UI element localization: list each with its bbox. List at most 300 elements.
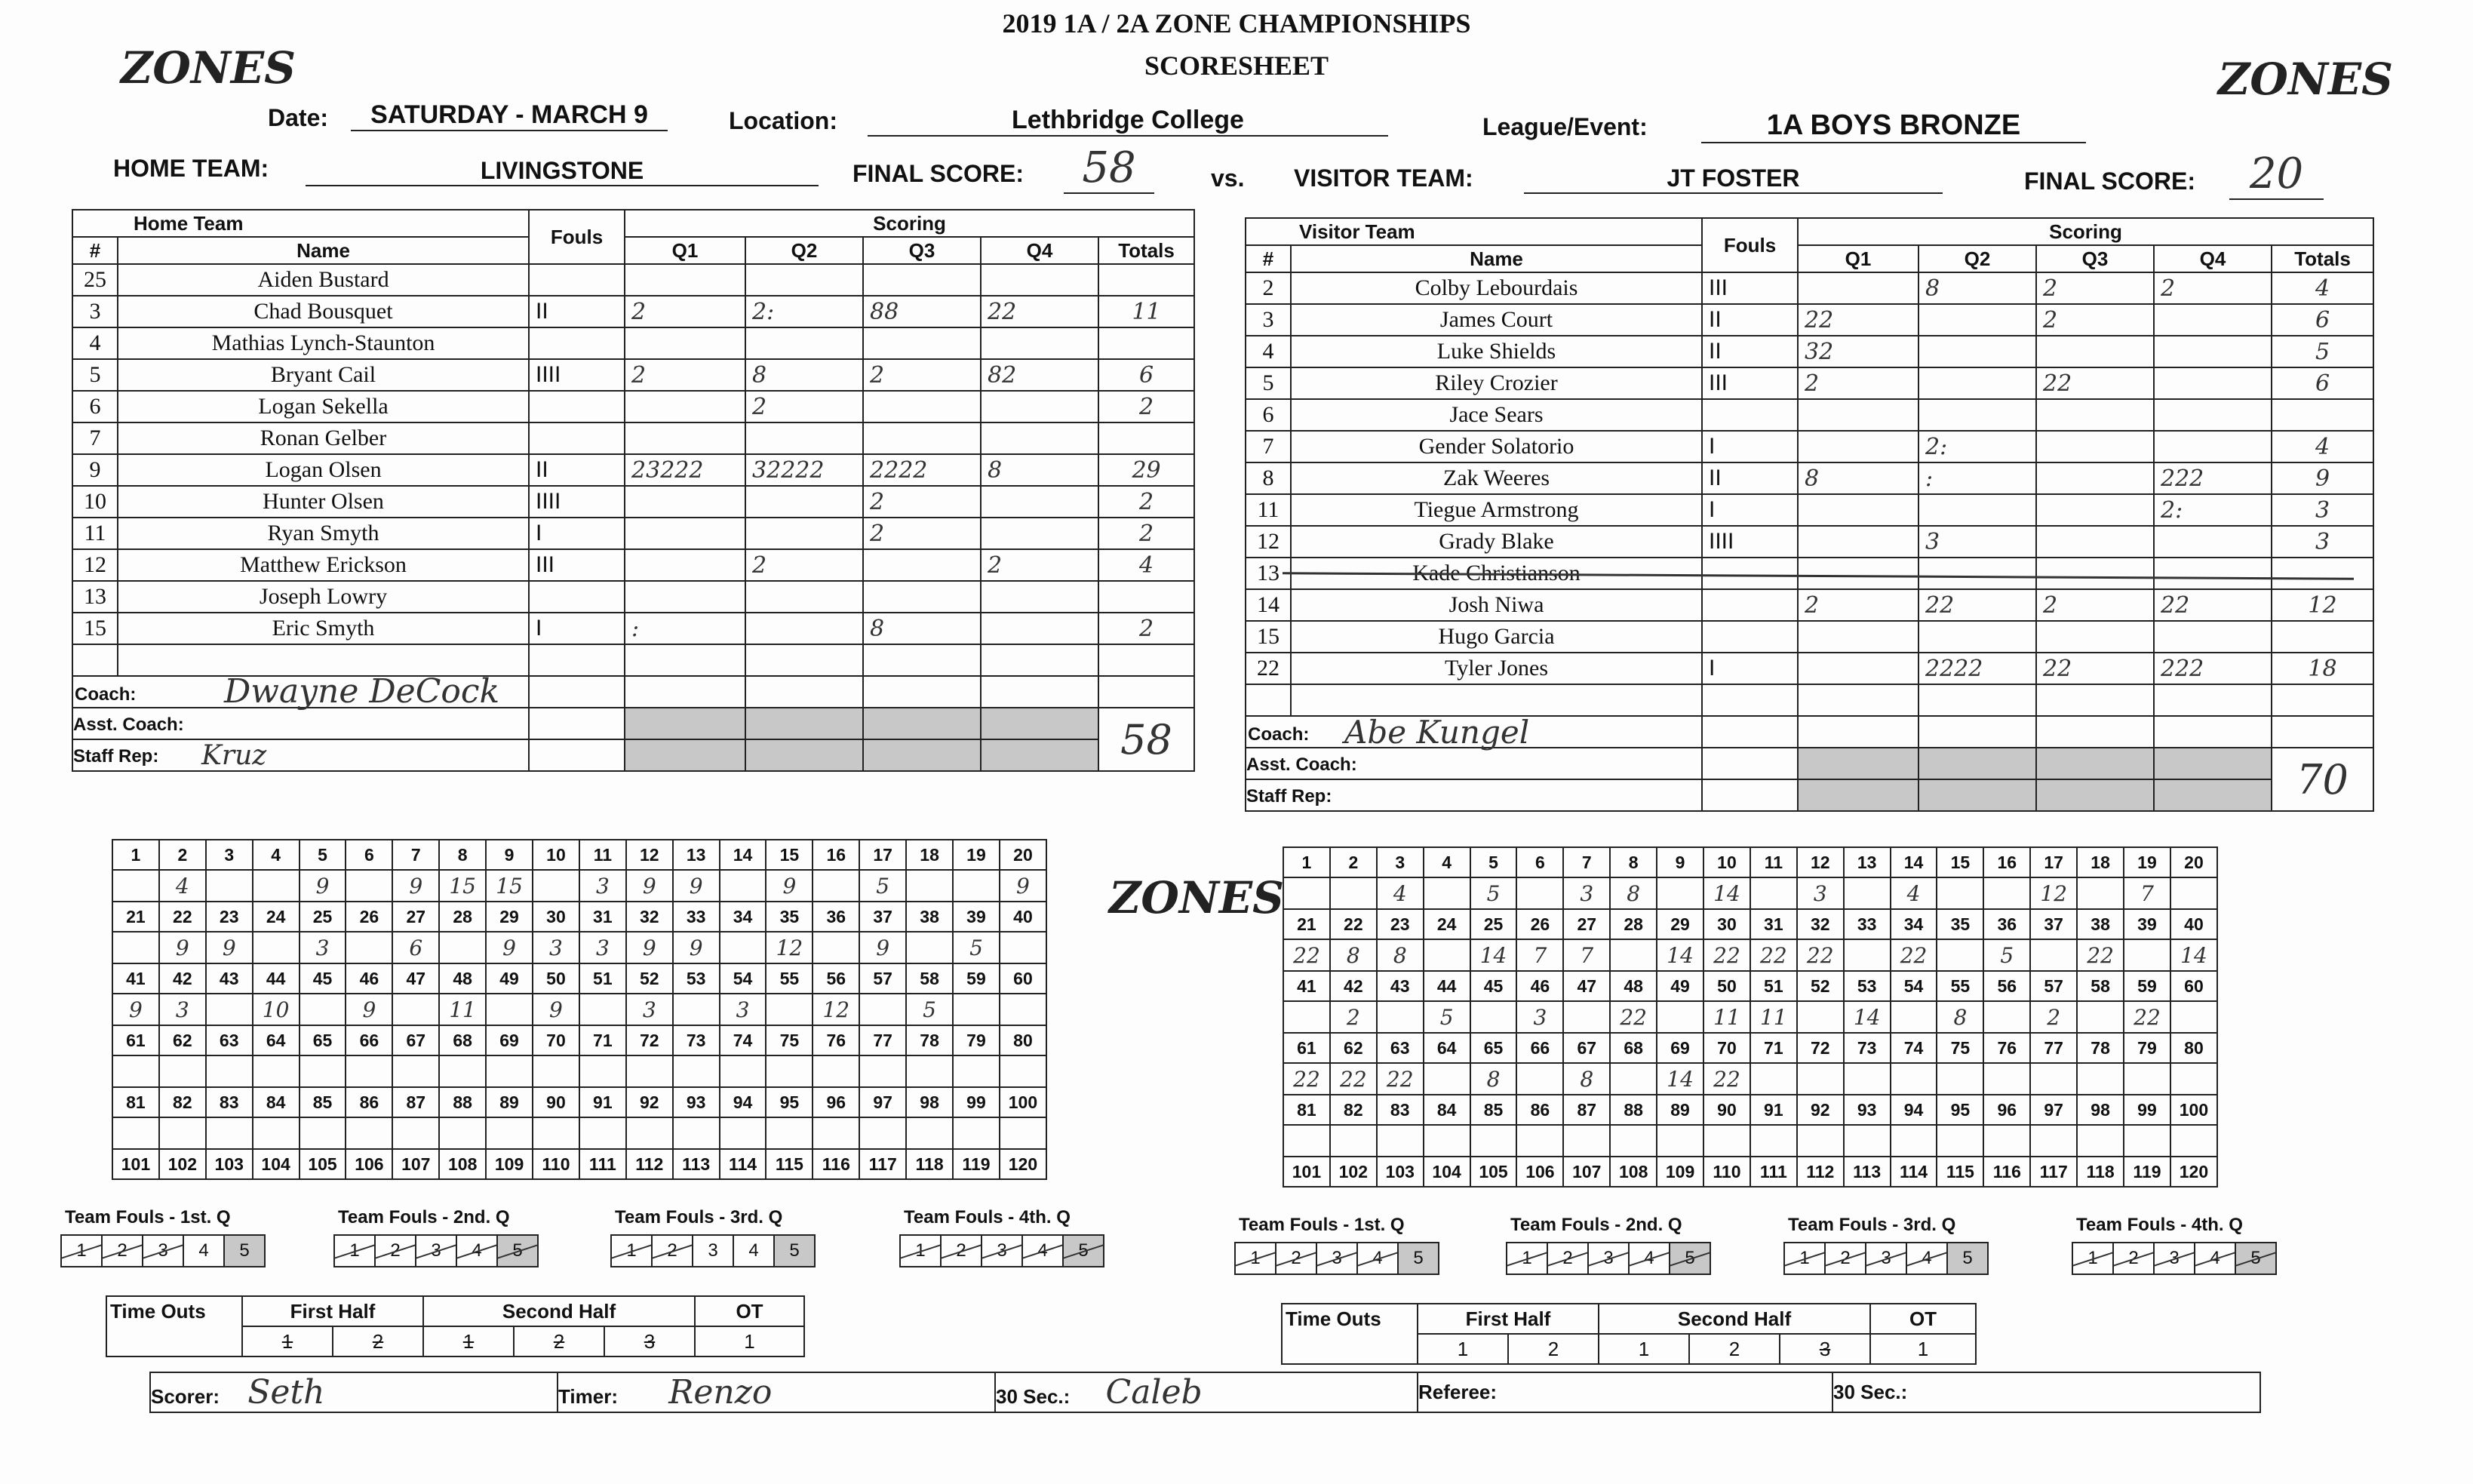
team-foul-box[interactable]: 3 [1865, 1242, 1907, 1275]
player-row [72, 613, 1194, 644]
team-foul-box[interactable]: 2 [940, 1234, 982, 1267]
team-foul-box[interactable]: 4 [1906, 1242, 1948, 1275]
running-score-mark[interactable] [859, 1117, 906, 1149]
player-q3: 2 [863, 518, 981, 549]
running-score-mark[interactable] [720, 932, 766, 963]
running-score-mark[interactable] [813, 932, 859, 963]
running-score-mark[interactable]: 9 [859, 932, 906, 963]
running-score-mark[interactable] [1610, 1125, 1657, 1157]
running-score-mark[interactable] [439, 932, 486, 963]
running-score-mark[interactable]: 8 [1937, 1001, 1983, 1033]
running-score-number: 100 [1000, 1087, 1046, 1117]
running-score-number: 28 [439, 902, 486, 932]
running-score-mark[interactable] [953, 1117, 1000, 1149]
running-score-mark[interactable]: 14 [1657, 939, 1703, 971]
running-score-mark[interactable] [1937, 1063, 1983, 1095]
player-name: Josh Niwa [1291, 589, 1702, 621]
running-score-mark[interactable] [1377, 1125, 1424, 1157]
running-score-mark[interactable] [859, 1055, 906, 1087]
running-score-mark[interactable] [953, 870, 1000, 902]
running-score-mark[interactable] [1424, 877, 1470, 909]
running-score-mark[interactable] [1797, 1125, 1844, 1157]
running-score-mark[interactable] [2124, 1063, 2170, 1095]
running-score-mark[interactable] [813, 1117, 859, 1149]
running-score-mark[interactable] [859, 994, 906, 1025]
team-foul-box[interactable]: 3 [692, 1234, 734, 1267]
team-foul-box[interactable]: 5 [496, 1234, 539, 1267]
running-score-mark[interactable] [392, 1055, 439, 1087]
running-score-mark[interactable]: 22 [1703, 939, 1750, 971]
running-score-mark[interactable] [346, 932, 392, 963]
running-score-mark[interactable] [2077, 1001, 2124, 1033]
running-score-mark[interactable] [533, 1117, 579, 1149]
running-score-mark[interactable]: 22 [1750, 939, 1797, 971]
running-score-mark[interactable] [1516, 1063, 1563, 1095]
running-score-mark[interactable] [1516, 877, 1563, 909]
running-score-mark[interactable]: 8 [1563, 1063, 1610, 1095]
team-foul-box[interactable]: 1 [610, 1234, 653, 1267]
team-foul-box[interactable]: 1 [1234, 1242, 1276, 1275]
running-score-mark[interactable] [2030, 939, 2077, 971]
running-score-mark[interactable] [300, 1117, 346, 1149]
running-score-mark[interactable] [253, 1055, 300, 1087]
running-score-mark[interactable] [1330, 1125, 1377, 1157]
scorer-value: Seth [247, 1373, 325, 1412]
home-timeout-sh-2[interactable]: 2 [514, 1326, 604, 1356]
player-name: Colby Lebourdais [1291, 272, 1702, 304]
team-foul-box[interactable]: 3 [1316, 1242, 1358, 1275]
home-timeout-fh-2[interactable]: 2 [333, 1326, 423, 1356]
running-score-mark[interactable] [206, 870, 253, 902]
team-foul-box[interactable]: 2 [101, 1234, 143, 1267]
running-score-mark[interactable] [253, 932, 300, 963]
running-score-mark[interactable]: 22 [1891, 939, 1937, 971]
running-score-mark[interactable]: 3 [159, 994, 206, 1025]
running-score-mark[interactable]: 9 [626, 870, 673, 902]
running-score-mark[interactable]: 15 [439, 870, 486, 902]
visitor-timeout-sh-3[interactable]: 3 [1780, 1334, 1870, 1364]
running-score-mark[interactable] [673, 994, 720, 1025]
team-foul-box[interactable]: 1 [1506, 1242, 1548, 1275]
running-score-mark[interactable]: 9 [159, 932, 206, 963]
running-score-mark[interactable]: 3 [1797, 877, 1844, 909]
home-timeout-sh-1[interactable]: 1 [423, 1326, 514, 1356]
player-number: 7 [72, 422, 118, 454]
running-score-mark[interactable] [1283, 1001, 1330, 1033]
running-score-mark[interactable] [346, 1055, 392, 1087]
player-q1: 32 [1798, 336, 1918, 367]
player-q1 [625, 518, 745, 549]
running-score-mark[interactable]: 9 [1000, 870, 1046, 902]
player-q4 [2154, 367, 2272, 399]
running-score-mark[interactable]: 12 [2030, 877, 2077, 909]
team-fouls-boxes [1783, 1242, 1987, 1275]
running-score-mark[interactable] [766, 1117, 813, 1149]
running-score-mark[interactable] [1610, 1063, 1657, 1095]
running-score-mark[interactable] [1470, 1125, 1517, 1157]
team-foul-box[interactable]: 4 [2194, 1242, 2236, 1275]
running-score-mark[interactable]: 22 [1377, 1063, 1424, 1095]
running-score-mark[interactable] [486, 1117, 533, 1149]
running-score-mark[interactable]: 12 [766, 932, 813, 963]
team-foul-box[interactable]: 2 [1275, 1242, 1317, 1275]
running-score-mark[interactable]: 10 [253, 994, 300, 1025]
player-number: 11 [1246, 494, 1291, 526]
home-timeout-ot-1[interactable]: 1 [695, 1326, 804, 1356]
visitor-timeout-fh-1[interactable]: 1 [1418, 1334, 1508, 1364]
team-foul-box[interactable]: 1 [899, 1234, 942, 1267]
running-score-mark[interactable]: 4 [1891, 877, 1937, 909]
team-foul-box[interactable]: 5 [1062, 1234, 1104, 1267]
team-foul-box[interactable]: 4 [733, 1234, 775, 1267]
running-score-mark[interactable] [1703, 1125, 1750, 1157]
running-score-mark[interactable] [953, 1055, 1000, 1087]
running-score-number: 70 [1703, 1033, 1750, 1063]
running-score-mark[interactable] [1000, 1117, 1046, 1149]
running-score-mark[interactable] [673, 1117, 720, 1149]
running-score-mark[interactable] [1983, 1063, 2030, 1095]
visitor-timeout-ot-1[interactable]: 1 [1870, 1334, 1976, 1364]
running-score-mark[interactable] [1891, 1125, 1937, 1157]
running-score-mark[interactable] [906, 1117, 953, 1149]
team-foul-box[interactable]: 2 [2112, 1242, 2155, 1275]
player-q2 [745, 613, 863, 644]
running-score-mark[interactable] [2030, 1125, 2077, 1157]
team-foul-box[interactable]: 5 [1397, 1242, 1439, 1275]
running-score-mark[interactable]: 5 [953, 932, 1000, 963]
running-score-mark[interactable] [2124, 1125, 2170, 1157]
home-timeout-fh-1[interactable]: 1 [242, 1326, 333, 1356]
running-score-mark[interactable] [579, 994, 626, 1025]
running-score-mark[interactable] [1657, 1125, 1703, 1157]
team-foul-box[interactable]: 1 [60, 1234, 103, 1267]
running-score-mark[interactable] [906, 870, 953, 902]
running-score-mark[interactable] [392, 1117, 439, 1149]
running-score-mark[interactable] [579, 1117, 626, 1149]
running-score-mark[interactable]: 9 [673, 932, 720, 963]
running-score-mark[interactable]: 14 [1657, 1063, 1703, 1095]
home-second-half-label: Second Half [423, 1296, 695, 1326]
running-score-mark[interactable] [1000, 932, 1046, 963]
running-score-mark[interactable] [1937, 939, 1983, 971]
running-score-mark[interactable]: 11 [439, 994, 486, 1025]
running-score-mark[interactable] [1750, 1063, 1797, 1095]
running-score-mark[interactable] [2170, 1125, 2217, 1157]
running-score-mark[interactable] [1424, 939, 1470, 971]
running-score-mark[interactable] [1657, 1001, 1703, 1033]
team-foul-box[interactable]: 3 [1587, 1242, 1630, 1275]
team-foul-box[interactable]: 3 [415, 1234, 457, 1267]
visitor-coach-signature: Abe Kungel [1344, 714, 1530, 751]
running-score-mark[interactable]: 9 [300, 870, 346, 902]
player-q4: 8 [981, 454, 1098, 486]
running-score-mark[interactable]: 2 [2030, 1001, 2077, 1033]
running-score-mark[interactable]: 14 [1470, 939, 1517, 971]
running-score-mark[interactable]: 3 [579, 932, 626, 963]
running-score-mark[interactable]: 9 [626, 932, 673, 963]
running-score-mark[interactable]: 3 [300, 932, 346, 963]
team-foul-box[interactable]: 5 [2235, 1242, 2277, 1275]
running-score-mark[interactable]: 7 [1563, 939, 1610, 971]
running-score-mark[interactable]: 3 [1516, 1001, 1563, 1033]
running-score-number: 56 [1983, 971, 2030, 1001]
running-score-mark[interactable]: 8 [1377, 939, 1424, 971]
running-score-mark[interactable] [253, 1117, 300, 1149]
running-score-mark[interactable] [1891, 1001, 1937, 1033]
running-score-mark[interactable]: 5 [1424, 1001, 1470, 1033]
running-score-mark[interactable] [112, 1117, 159, 1149]
player-total: 2 [1098, 613, 1194, 644]
team-foul-box[interactable]: 5 [223, 1234, 266, 1267]
team-foul-box[interactable]: 5 [1946, 1242, 1989, 1275]
player-fouls: I [529, 518, 625, 549]
running-score-number: 51 [579, 963, 626, 994]
running-score-mark[interactable] [1983, 1125, 2030, 1157]
running-score-mark[interactable]: 7 [1516, 939, 1563, 971]
running-score-mark[interactable] [2077, 877, 2124, 909]
running-score-mark[interactable] [159, 1117, 206, 1149]
running-score-mark[interactable] [1937, 877, 1983, 909]
running-score-number: 107 [1563, 1157, 1610, 1187]
running-score-mark[interactable] [392, 994, 439, 1025]
running-score-mark[interactable]: 5 [906, 994, 953, 1025]
q2-header: Q2 [745, 237, 863, 264]
running-score-mark[interactable] [112, 932, 159, 963]
running-score-mark[interactable] [813, 1055, 859, 1087]
running-score-mark[interactable] [720, 870, 766, 902]
team-foul-box[interactable]: 3 [2153, 1242, 2195, 1275]
running-score-mark[interactable]: 9 [206, 932, 253, 963]
running-score-mark[interactable] [1000, 994, 1046, 1025]
running-score-mark[interactable] [720, 1117, 766, 1149]
running-score-mark[interactable]: 5 [1470, 877, 1517, 909]
running-score-mark[interactable]: 4 [1377, 877, 1424, 909]
running-score-mark[interactable]: 3 [1563, 877, 1610, 909]
team-foul-box[interactable]: 4 [183, 1234, 225, 1267]
player-q1 [625, 422, 745, 454]
running-score-number: 65 [1470, 1033, 1517, 1063]
player-fouls [529, 391, 625, 422]
running-score-mark[interactable] [1283, 1125, 1330, 1157]
team-foul-box[interactable]: 5 [1669, 1242, 1711, 1275]
visitor-timeout-sh-2[interactable]: 2 [1689, 1334, 1780, 1364]
running-score-mark[interactable]: 22 [1330, 1063, 1377, 1095]
team-foul-box[interactable]: 1 [333, 1234, 376, 1267]
running-score-mark[interactable]: 6 [392, 932, 439, 963]
running-score-mark[interactable]: 22 [1283, 1063, 1330, 1095]
running-score-mark[interactable] [1983, 877, 2030, 909]
player-fouls: I [529, 613, 625, 644]
running-score-mark[interactable]: 9 [486, 932, 533, 963]
running-score-mark[interactable] [626, 1055, 673, 1087]
team-foul-box[interactable]: 5 [773, 1234, 816, 1267]
running-score-mark[interactable]: 9 [346, 994, 392, 1025]
running-score-mark[interactable] [346, 1117, 392, 1149]
team-foul-box[interactable]: 4 [456, 1234, 498, 1267]
running-score-number: 111 [1750, 1157, 1797, 1187]
running-score-mark[interactable] [439, 1117, 486, 1149]
running-score-mark[interactable]: 22 [1797, 939, 1844, 971]
running-score-mark[interactable] [579, 1055, 626, 1087]
running-score-mark[interactable] [813, 870, 859, 902]
running-score-mark[interactable] [1283, 877, 1330, 909]
running-score-mark[interactable] [1750, 1125, 1797, 1157]
running-score-mark[interactable] [300, 1055, 346, 1087]
team-foul-box[interactable]: 4 [1628, 1242, 1670, 1275]
running-score-mark[interactable] [906, 1055, 953, 1087]
running-score-mark[interactable] [1844, 1125, 1891, 1157]
running-score-mark[interactable] [1424, 1063, 1470, 1095]
running-score-mark[interactable]: 8 [1470, 1063, 1517, 1095]
running-score-mark[interactable] [533, 870, 579, 902]
running-score-number: 65 [300, 1025, 346, 1055]
running-score-mark[interactable]: 9 [533, 994, 579, 1025]
running-score-mark[interactable]: 3 [626, 994, 673, 1025]
player-q4: 222 [2154, 462, 2272, 494]
running-score-mark[interactable] [439, 1055, 486, 1087]
home-coach-label: Coach: [75, 684, 137, 705]
team-foul-box[interactable]: 3 [981, 1234, 1023, 1267]
running-score-mark[interactable]: 14 [1844, 1001, 1891, 1033]
title-line-1: 2019 1A / 2A ZONE CHAMPIONSHIPS [1002, 8, 1471, 38]
running-score-mark[interactable] [2170, 1001, 2217, 1033]
running-score-mark[interactable] [1797, 1063, 1844, 1095]
running-score-mark[interactable] [1516, 1125, 1563, 1157]
team-foul-box[interactable]: 4 [1356, 1242, 1399, 1275]
player-q2: 2: [1918, 431, 2036, 462]
running-score-mark[interactable]: 22 [1610, 1001, 1657, 1033]
running-score-mark[interactable]: 9 [673, 870, 720, 902]
running-score-mark[interactable] [486, 994, 533, 1025]
running-score-mark[interactable] [2077, 1063, 2124, 1095]
running-score-mark[interactable] [159, 1055, 206, 1087]
running-score-number: 115 [1937, 1157, 1983, 1187]
running-score-mark[interactable]: 22 [2077, 939, 2124, 971]
player-fouls: III [529, 549, 625, 581]
team-foul-box[interactable]: 2 [1824, 1242, 1866, 1275]
totals-header: Totals [1098, 237, 1194, 264]
running-score-mark[interactable] [206, 994, 253, 1025]
running-score-mark[interactable] [206, 1055, 253, 1087]
home-timeout-sh-3[interactable]: 3 [604, 1326, 695, 1356]
running-score-mark[interactable]: 3 [579, 870, 626, 902]
running-score-mark[interactable] [1844, 1063, 1891, 1095]
running-score-mark[interactable] [2170, 877, 2217, 909]
running-score-mark[interactable] [1844, 877, 1891, 909]
running-score-mark[interactable] [112, 870, 159, 902]
player-q4 [981, 613, 1098, 644]
running-score-mark[interactable]: 9 [766, 870, 813, 902]
running-score-mark[interactable] [206, 1117, 253, 1149]
running-score-mark[interactable]: 5 [1983, 939, 2030, 971]
running-score-mark[interactable] [1424, 1125, 1470, 1157]
running-score-number: 96 [1983, 1095, 2030, 1125]
team-foul-box[interactable]: 3 [142, 1234, 184, 1267]
player-fouls: II [1702, 462, 1798, 494]
running-score-mark[interactable] [720, 1055, 766, 1087]
running-score-mark[interactable]: 14 [1703, 877, 1750, 909]
running-score-mark[interactable] [533, 1055, 579, 1087]
running-score-mark[interactable]: 4 [159, 870, 206, 902]
running-score-mark[interactable] [1563, 1125, 1610, 1157]
running-score-mark[interactable] [1657, 877, 1703, 909]
running-score-mark[interactable] [2030, 1063, 2077, 1095]
running-score-mark[interactable] [253, 870, 300, 902]
running-score-number: 100 [2170, 1095, 2217, 1125]
running-score-mark[interactable] [1844, 939, 1891, 971]
running-score-number: 5 [1470, 847, 1517, 877]
running-score-mark[interactable] [1330, 877, 1377, 909]
running-score-mark[interactable]: 11 [1703, 1001, 1750, 1033]
running-score-mark[interactable]: 11 [1750, 1001, 1797, 1033]
player-total [1098, 581, 1194, 613]
running-score-mark[interactable] [673, 1055, 720, 1087]
running-score-mark[interactable] [1797, 1001, 1844, 1033]
running-score-mark[interactable] [1891, 1063, 1937, 1095]
running-score-mark[interactable] [2077, 1125, 2124, 1157]
running-score-mark[interactable]: 9 [392, 870, 439, 902]
visitor-timeout-fh-2[interactable]: 2 [1508, 1334, 1599, 1364]
running-score-mark[interactable] [346, 870, 392, 902]
player-total: 2 [1098, 486, 1194, 518]
running-score-mark[interactable]: 12 [813, 994, 859, 1025]
running-score-mark[interactable]: 8 [1610, 877, 1657, 909]
running-score-number: 78 [906, 1025, 953, 1055]
running-score-number: 40 [1000, 902, 1046, 932]
running-score-mark[interactable]: 5 [859, 870, 906, 902]
team-foul-box[interactable]: 2 [651, 1234, 693, 1267]
team-fouls-boxes [1234, 1242, 1438, 1275]
running-score-mark[interactable]: 15 [486, 870, 533, 902]
running-score-mark[interactable] [1937, 1125, 1983, 1157]
team-foul-box[interactable]: 4 [1021, 1234, 1064, 1267]
running-score-mark[interactable]: 8 [1330, 939, 1377, 971]
running-score-mark[interactable] [1377, 1001, 1424, 1033]
running-score-mark[interactable] [1610, 939, 1657, 971]
running-score-mark[interactable]: 9 [112, 994, 159, 1025]
team-foul-box[interactable]: 1 [1783, 1242, 1826, 1275]
running-score-mark[interactable] [1563, 1001, 1610, 1033]
running-score-mark[interactable]: 3 [533, 932, 579, 963]
visitor-timeout-sh-1[interactable]: 1 [1599, 1334, 1689, 1364]
running-score-mark[interactable]: 22 [2124, 1001, 2170, 1033]
running-score-mark[interactable]: 3 [720, 994, 766, 1025]
team-foul-box[interactable]: 2 [1547, 1242, 1589, 1275]
running-score-mark[interactable] [1983, 1001, 2030, 1033]
running-score-mark[interactable] [1750, 877, 1797, 909]
running-score-mark[interactable]: 22 [1283, 939, 1330, 971]
running-score-mark[interactable]: 2 [1330, 1001, 1377, 1033]
running-score-mark[interactable] [906, 932, 953, 963]
running-score-mark[interactable] [2124, 939, 2170, 971]
running-score-mark[interactable] [626, 1117, 673, 1149]
running-score-mark[interactable] [1000, 1055, 1046, 1087]
running-score-mark[interactable] [2170, 1063, 2217, 1095]
running-score-mark[interactable] [300, 994, 346, 1025]
running-score-mark[interactable] [1470, 1001, 1517, 1033]
visitor-total-score: 70 [2272, 748, 2373, 811]
running-score-mark[interactable] [766, 1055, 813, 1087]
running-score-mark[interactable]: 22 [1703, 1063, 1750, 1095]
running-score-mark[interactable] [953, 994, 1000, 1025]
running-score-mark[interactable] [486, 1055, 533, 1087]
team-foul-box[interactable]: 1 [2072, 1242, 2114, 1275]
running-score-mark[interactable]: 14 [2170, 939, 2217, 971]
running-score-mark[interactable]: 7 [2124, 877, 2170, 909]
running-score-mark[interactable] [766, 994, 813, 1025]
running-score-mark[interactable] [112, 1055, 159, 1087]
team-foul-box[interactable]: 2 [374, 1234, 416, 1267]
